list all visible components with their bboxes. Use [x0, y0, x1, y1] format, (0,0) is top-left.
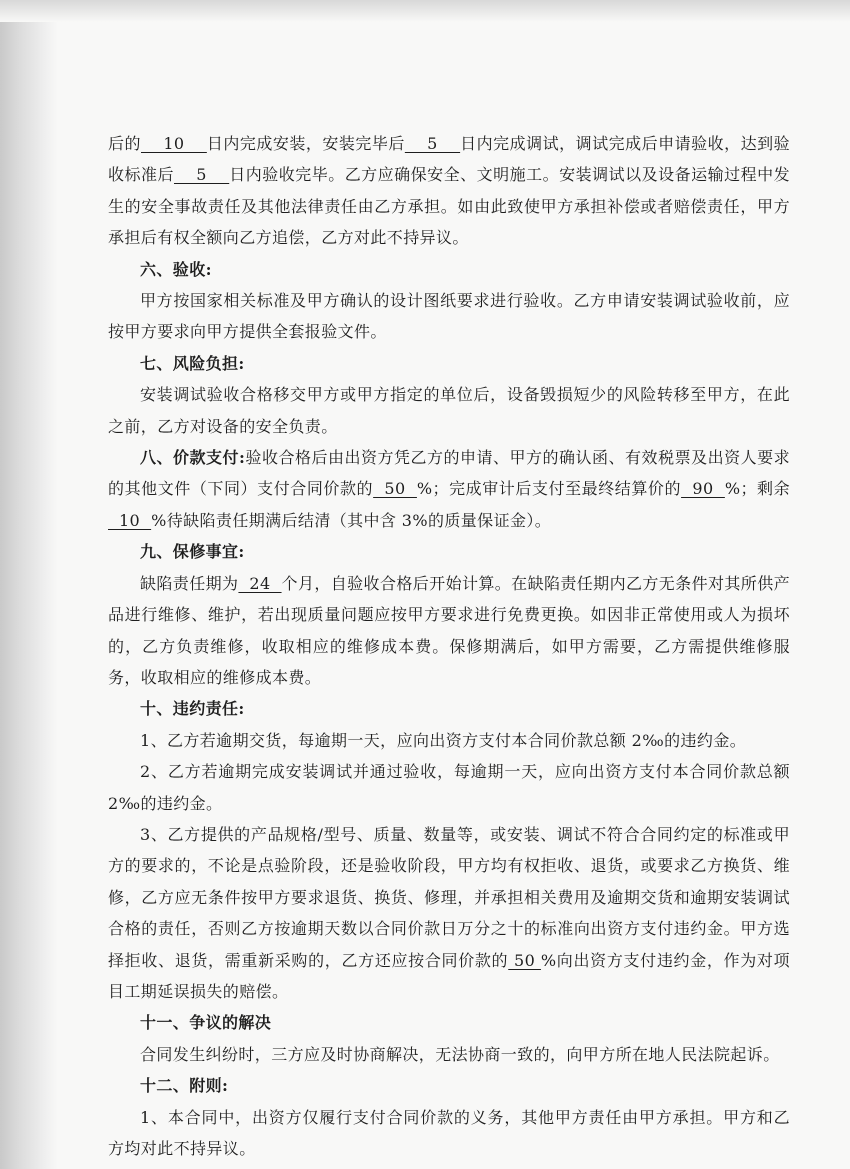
penalty-pct-blank: 50: [508, 950, 541, 970]
section-8-paragraph: [108, 442, 790, 536]
section-9-heading: 九、保修事宜:: [140, 542, 245, 562]
install-days-blank: 10: [141, 134, 207, 153]
section-8-heading: 八、价款支付:: [140, 448, 246, 468]
section-7-text: 安装调试验收合格移交甲方或甲方指定的单位后，设备毁损短少的风险转移至甲方，在此之前，乙方对设备的安全负责。: [108, 385, 790, 436]
text-span: %；剩余: [724, 479, 791, 499]
text-span: 验收合格后由出资方凭乙方的申请、甲方的确认函、有效税票及出资人要求的其他文件（下同）支付合同价款的: [108, 448, 790, 499]
section-11-text: 合同发生纠纷时，三方应及时协商解决，无法协商一致的，向甲方所在地人民法院起诉。: [140, 1044, 780, 1064]
text-span: 日内验收完毕。乙方应确保安全、文明施工。安装调试以及设备运输过程中发生的安全事故责任及其他法律责任由乙方承担。如由此致使甲方承担补偿或者赔偿责任，甲方承担后有权全额向乙方追偿，乙方对此不持异议。: [108, 165, 790, 248]
text-span: %；完成审计后支付至最终结算价的: [416, 479, 682, 499]
settlement-pct-blank: 90: [681, 479, 725, 499]
section-10-item-3: [108, 819, 790, 1007]
text-span: 后的: [108, 134, 141, 153]
acceptance-days-blank: 5: [173, 165, 230, 185]
section-6-heading: 六、验收:: [140, 259, 212, 279]
section-10-item-2: 2、乙方若逾期完成安装调试并通过验收，每逾期一天，应向出资方支付本合同价款总额 2‰的违约金。: [108, 762, 790, 813]
remaining-pct-blank: 10: [108, 510, 152, 530]
text-span: 缺陷责任期为: [140, 573, 239, 593]
scan-binding-shadow: [0, 0, 58, 1169]
contract-body: [108, 128, 790, 1164]
text-span: 日内完成安装，安装完毕后: [206, 134, 405, 153]
scan-top-shadow: [0, 0, 850, 22]
text-span: 日内完成调试，调试完成后申请验收，达到验收标准后: [108, 134, 790, 185]
section-11-heading: 十一、争议的解决: [140, 1013, 272, 1033]
section-9-text: [108, 568, 790, 694]
installation-paragraph: [108, 128, 790, 254]
section-12-text: 1、本合同中，出资方仅履行支付合同价款的义务，其他甲方责任由甲方承担。甲方和乙方均对此不持异议。: [108, 1107, 790, 1158]
section-7-heading: 七、风险负担:: [140, 353, 245, 373]
debug-days-blank: 5: [404, 134, 461, 153]
section-12-heading: 十二、附则:: [140, 1076, 229, 1096]
section-10-item-1: 1、乙方若逾期交货，每逾期一天，应向出资方支付本合同价款总额 2‰的违约金。: [140, 730, 747, 750]
section-6-text: 甲方按国家相关标准及甲方确认的设计图纸要求进行验收。乙方申请安装调试验收前，应按甲方要求向甲方提供全套报验文件。: [108, 291, 790, 342]
text-span: 3、乙方提供的产品规格/型号、质量、数量等，或安装、调试不符合合同约定的标准或甲方的要求的，不论是点验阶段，还是验收阶段，甲方均有权拒收、退货，或要求乙方换货、维修，乙方应无条件按甲方要求退货、换货、修理，并承担相关费用及逾期交货和逾期安装调试合格的责任，否则乙方按逾期天数以合同价款日万分之十的标准向出资方支付违约金。甲方选择拒收、退货，需重新采购的，乙方还应按合同价款的: [108, 824, 790, 970]
warranty-months-blank: 24: [238, 573, 282, 593]
text-span: 个月，自验收合格后开始计算。在缺陷责任期内乙方无条件对其所供产品进行维修、维护，若出现质量问题应按甲方要求进行免费更换。如因非正常使用或人为损坏的，乙方负责维修，收取相应的维修成本费。保修期满后，如甲方需要，乙方需提供维修服务，收取相应的维修成本费。: [108, 573, 791, 687]
text-span: %待缺陷责任期满后结清（其中含 3%的质量保证金）。: [151, 510, 552, 530]
payment-pct-blank: 50: [373, 479, 417, 499]
text-span: %向出资方支付违约金，作为对项目工期延误损失的赔偿。: [108, 950, 790, 1001]
section-10-heading: 十、违约责任:: [140, 699, 245, 719]
